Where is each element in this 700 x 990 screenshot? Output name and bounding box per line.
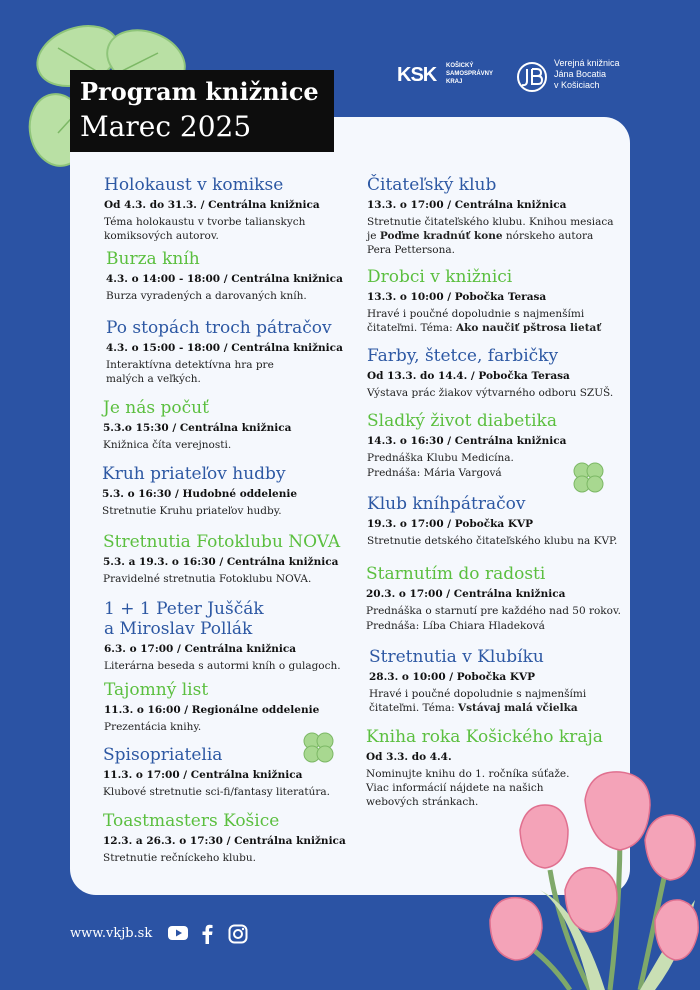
- ksk-logo-line3: KRAJ: [446, 79, 463, 85]
- event-desc-text: Hravé i poučné dopoludnie s najmenšími čitateľmi. Téma:: [369, 688, 587, 714]
- event-title: Holokaust v komikse: [104, 175, 284, 195]
- ksk-logo-line2: SAMOSPRÁVNY: [446, 71, 494, 77]
- event-title: 1 + 1 Peter Juščák: [104, 599, 264, 619]
- event-date: 14.3. o 16:30 / Centrálna knižnica: [367, 435, 567, 447]
- event-date: 11.3. o 17:00 / Centrálna knižnica: [103, 769, 303, 781]
- event-toastmasters: [103, 811, 368, 865]
- event-citatelsky-klub: [367, 175, 632, 257]
- vkjb-logo: [516, 58, 636, 98]
- event-desc-end: nórskeho autora Pera Pettersona.: [367, 230, 594, 256]
- event-date: Od 13.3. do 14.4. / Pobočka Terasa: [367, 370, 570, 382]
- event-desc-line2: Prednáša: Líba Chiara Hladeková: [366, 620, 545, 632]
- youtube-icon[interactable]: [167, 924, 189, 942]
- event-date: 13.3. o 10:00 / Pobočka Terasa: [367, 291, 547, 303]
- event-drobci: [367, 267, 632, 335]
- vkjb-logo-line1: Verejná knižnica: [554, 58, 620, 68]
- event-po-stopach: [106, 318, 371, 386]
- page-subtitle: Marec 2025: [80, 110, 252, 143]
- event-date: 4.3. o 15:00 - 18:00 / Centrálna knižnica: [106, 342, 343, 354]
- tulips-decoration-icon: [480, 760, 700, 990]
- ksk-logo-line1: KOŠICKÝ: [446, 63, 474, 69]
- event-klubik: [369, 647, 634, 715]
- event-desc: Knižnica číta verejnosti.: [103, 439, 232, 451]
- event-desc: Interaktívna detektívna hra pre malých a veľkých.: [106, 359, 274, 385]
- event-klub-knihpatracov: [367, 494, 632, 548]
- event-desc-bold: Vstávaj malá včielka: [458, 702, 578, 714]
- event-desc-bold: Ako naučiť pštrosa lietať: [456, 322, 602, 334]
- event-date: 5.3.o 15:30 / Centrálna knižnica: [103, 422, 292, 434]
- event-desc: Prednáška Klubu Medicína.: [367, 452, 514, 464]
- event-date: 4.3. o 14:00 - 18:00 / Centrálna knižnica: [106, 273, 343, 285]
- event-title: Spisopriatelia: [103, 745, 223, 765]
- event-desc: Klubové stretnutie sci-fi/fantasy literatúra.: [103, 786, 330, 798]
- event-date: 12.3. a 26.3. o 17:30 / Centrálna knižnica: [103, 835, 346, 847]
- event-title: Stretnutia Fotoklubu NOVA: [103, 532, 341, 552]
- event-date: 19.3. o 17:00 / Pobočka KVP: [367, 518, 534, 530]
- event-je-nas-pocut: [103, 398, 368, 452]
- event-title: Drobci v knižnici: [367, 267, 513, 287]
- event-desc: Stretnutie detského čitateľského klubu na KVP.: [367, 535, 618, 547]
- small-clover-icon: [300, 730, 336, 766]
- vkjb-logo-icon: [516, 61, 548, 93]
- event-date: 13.3. o 17:00 / Centrálna knižnica: [367, 199, 567, 211]
- title-box: [70, 70, 334, 152]
- event-title: Je nás počuť: [103, 398, 209, 418]
- event-burza: [106, 249, 371, 303]
- event-title: Tajomný list: [104, 680, 209, 700]
- event-desc: Burza vyradených a darovaných kníh.: [106, 290, 307, 302]
- small-clover-icon: [570, 460, 606, 496]
- event-title: Stretnutia v Klubíku: [369, 647, 544, 667]
- event-fotoklub: [103, 532, 368, 586]
- event-title: Po stopách troch pátračov: [106, 318, 332, 338]
- page-title: Program knižnice: [80, 77, 319, 106]
- event-desc: Stretnutie Kruhu priateľov hudby.: [102, 505, 282, 517]
- event-date: 20.3. o 17:00 / Centrálna knižnica: [366, 588, 566, 600]
- event-title: Čitateľský klub: [367, 175, 497, 195]
- event-title: Klub kníhpátračov: [367, 494, 526, 514]
- ksk-logo-mark: KSK: [397, 64, 437, 86]
- event-title: Kniha roka Košického kraja: [366, 727, 603, 747]
- event-desc: Pravidelné stretnutia Fotoklubu NOVA.: [103, 573, 312, 585]
- event-desc: [369, 687, 609, 715]
- event-desc-line2: Prednáša: Mária Vargová: [367, 467, 502, 479]
- event-desc-bold: Poďme kradnúť kone: [379, 230, 503, 242]
- event-title: Burza kníh: [106, 249, 200, 269]
- event-tajomny-list: [104, 680, 369, 734]
- event-desc: Stretnutie rečníckeho klubu.: [103, 852, 256, 864]
- event-desc: [367, 215, 617, 257]
- instagram-icon[interactable]: [228, 924, 248, 944]
- event-desc-text: Stretnutie čitateľského klubu. Knihou mesiaca je: [367, 216, 614, 242]
- vkjb-logo-line2: Jána Bocatia: [554, 69, 607, 79]
- facebook-icon[interactable]: [201, 924, 213, 944]
- event-title: Farby, štetce, farbičky: [367, 346, 559, 366]
- event-desc-text: Hravé i poučné dopoludnie s najmenšími čitateľmi. Téma:: [367, 308, 585, 334]
- website-link[interactable]: www.vkjb.sk: [70, 926, 153, 941]
- event-holokaust: [104, 175, 369, 243]
- event-title: Toastmasters Košice: [103, 811, 280, 831]
- event-date: 11.3. o 16:00 / Regionálne oddelenie: [104, 704, 320, 716]
- vkjb-logo-line3: v Košiciach: [554, 80, 600, 90]
- event-date: 5.3. a 19.3. o 16:30 / Centrálna knižnica: [103, 556, 339, 568]
- event-desc: Výstava prác žiakov výtvarného odboru SZUŠ.: [367, 387, 614, 399]
- ksk-logo: [397, 60, 507, 94]
- event-title: Kruh priateľov hudby: [102, 464, 286, 484]
- event-title-line2: a Miroslav Pollák: [104, 619, 253, 639]
- event-date: Od 3.3. do 4.4.: [366, 751, 452, 763]
- event-starnutim: [366, 564, 631, 633]
- event-desc: Prednáška o starnutí pre každého nad 50 rokov.: [366, 605, 622, 617]
- event-date: 5.3. o 16:30 / Hudobné oddelenie: [102, 488, 298, 500]
- event-juscak-pollak: [104, 599, 369, 673]
- event-title: Starnutím do radosti: [366, 564, 546, 584]
- event-desc: Téma holokaustu v tvorbe talianskych komiksových autorov.: [104, 216, 306, 242]
- event-date: 28.3. o 10:00 / Pobočka KVP: [369, 671, 536, 683]
- event-desc: Nominujte knihu do 1. ročníka súťaže. Viac informácií nájdete na našich webových stránkach.: [366, 768, 570, 808]
- event-desc: Literárna beseda s autormi kníh o gulagoch.: [104, 660, 341, 672]
- event-date: Od 4.3. do 31.3. / Centrálna knižnica: [104, 199, 320, 211]
- event-desc: [367, 307, 607, 335]
- event-date: 6.3. o 17:00 / Centrálna knižnica: [104, 643, 297, 655]
- event-desc: Prezentácia knihy.: [104, 721, 202, 733]
- event-title: Sladký život diabetika: [367, 411, 557, 431]
- event-farby: [367, 346, 632, 400]
- event-kruh-priatelov: [102, 464, 367, 518]
